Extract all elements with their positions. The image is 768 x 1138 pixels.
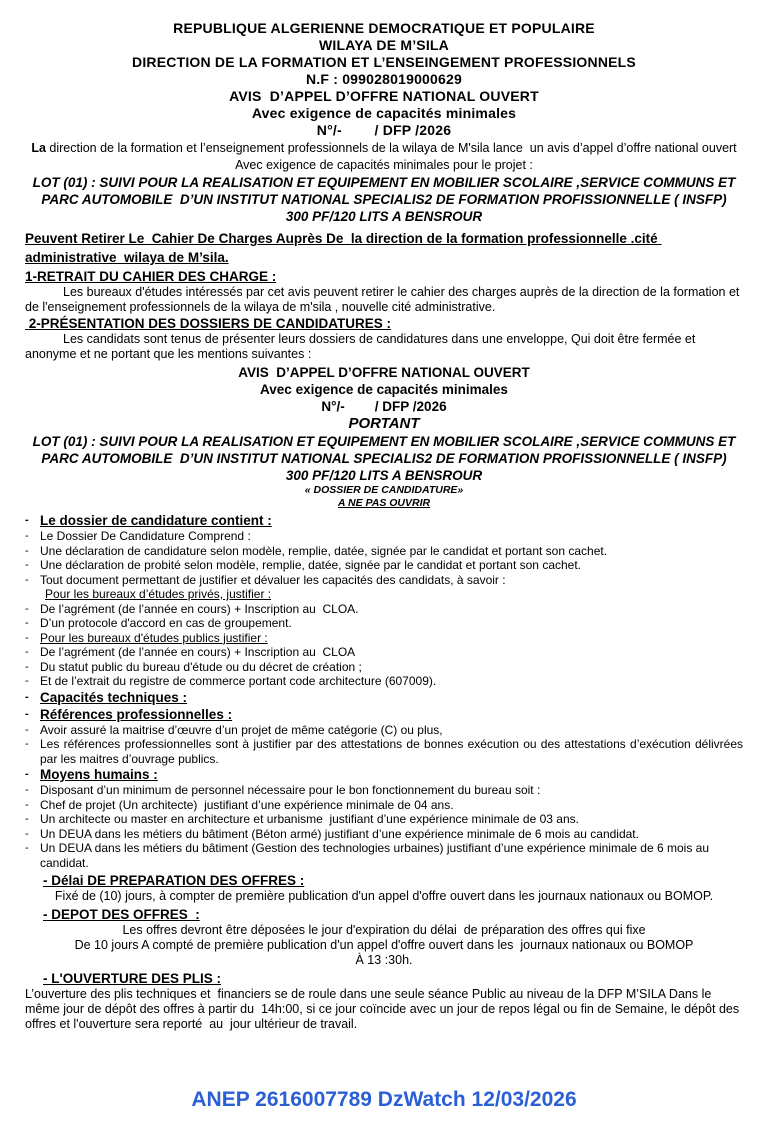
moyens-humains-heading: - Moyens humains :	[25, 767, 158, 782]
list-item: - Un DEUA dans les métiers du bâtiment (Gestion des technologies urbaines) justifiant d’une expérience minimale de 6 mois au candidat.	[25, 841, 713, 870]
depot-offres-line-2: De 10 jours A compté de première publication d'un appel d'offre ouvert dans les journaux nationaux ou BOMOP	[74, 938, 694, 952]
list-item: - Du statut public du bureau d'étude ou du décret de création ;	[25, 659, 362, 674]
envelope-capacites-subtitle: Avec exigence de capacités minimales	[260, 382, 508, 397]
dash-bullet: -	[25, 842, 29, 854]
lot-description: LOT (01) : SUIVI POUR LA REALISATION ET EQUIPEMENT EN MOBILIER SCOLAIRE ,SERVICE COMMUNS ET PARC AUTOMOBILE D’UN INSTITUT NATIONAL SPECIALIS2 DE FORMATION PROFISSIONNELLE ( INSFP)	[32, 175, 740, 207]
ouverture-plis-heading: - L'OUVERTURE DES PLIS :	[43, 971, 221, 986]
dash-bullet: -	[25, 660, 29, 673]
list-item: - Et de l’extrait du registre de commerce portant code architecture (607009).	[25, 674, 437, 688]
capacites-techniques-heading: - Capacités techniques :	[25, 689, 188, 705]
list-item: - Un architecte ou master en architecture et urbanisme justifiant d’une expérience minimale de 03 ans.	[25, 812, 579, 826]
ouverture-plis-body: L’ouverture des plis techniques et financiers se de roule dans une seule séance Public au niveau de la DFP M’SILA Dans le même jour de dépôt des offres à partir du 14h:00, si ce jour coïncide avec un jour de repos légal ou fin de Semaine, le dépôt des offres et l'ouverture sera reporté au jour ultérieur de travail.	[25, 987, 743, 1031]
intro-paragraph	[25, 140, 743, 174]
envelope-portant-label: PORTANT	[348, 415, 420, 432]
envelope-avis-title: AVIS D’APPEL D’OFFRE NATIONAL OUVERT	[238, 365, 530, 380]
dash-bullet: -	[25, 723, 29, 736]
dash-bullet: -	[25, 675, 29, 687]
dash-bullet: -	[25, 559, 29, 571]
delai-preparation-body: Fixé de (10) jours, à compter de première publication d'un appel d'offre ouvert dans les journaux nationaux ou BOMOP.	[54, 889, 714, 903]
header-reference-number: N°/- / DFP /2026	[316, 122, 452, 138]
header-capacites-subtitle: Avec exigence de capacités minimales	[251, 105, 517, 121]
dash-bullet: -	[25, 530, 29, 542]
envelope-mentions-block	[25, 364, 743, 510]
delai-preparation-heading: - Délai DE PREPARATION DES OFFRES :	[43, 873, 305, 888]
dash-bullet: -	[25, 738, 29, 750]
header-wilaya-line: WILAYA DE M’SILA	[319, 37, 449, 53]
dash-bullet: -	[25, 798, 29, 811]
list-item: - De l’agrément (de l’année en cours) + Inscription au CLOA.	[25, 601, 359, 616]
dash-bullet: -	[25, 646, 29, 658]
withdraw-notice: Peuvent Retirer Le Cahier De Charges Auprès De la direction de la formation professionnelle .cité administrative wilaya de M’sila.	[25, 231, 662, 265]
dash-bullet: -	[25, 768, 29, 780]
depot-offres-time: À 13 :30h.	[355, 953, 413, 967]
dash-bullet: -	[25, 573, 29, 586]
dash-bullet: -	[25, 690, 29, 703]
header-nf-number: N.F : 099028019000629	[306, 71, 462, 87]
depot-offres-line-1: Les offres devront être déposées le jour d'expiration du délai de préparation des offres qui fixe	[122, 923, 646, 937]
header-avis-title: AVIS D’APPEL D’OFFRE NATIONAL OUVERT	[229, 88, 539, 104]
envelope-lot-capacity-line: 300 PF/120 LITS A BENSROUR	[285, 468, 483, 483]
list-item: - Avoir assuré la maitrise d’œuvre d’un projet de même catégorie (C) ou plus,	[25, 722, 443, 737]
section-1-heading: 1-RETRAIT DU CAHIER DES CHARGE :	[25, 269, 277, 284]
list-subheading-private-offices: Pour les bureaux d’études privés, justifier :	[45, 587, 272, 601]
header-direction-line: DIRECTION DE LA FORMATION ET L’ENSEINGEMENT PROFESSIONNELS	[132, 54, 636, 70]
section-2-heading: 2-PRÉSENTATION DES DOSSIERS DE CANDIDATURES :	[25, 316, 392, 331]
section-1-body: Les bureaux d'études intéressés par cet avis peuvent retirer le cahier des charges auprès de la direction de la formation et de l'enseignement professionnels de la wilaya de m'sila , nouvelle cité administrative.	[25, 285, 743, 314]
envelope-dossier-label: « DOSSIER DE CANDIDATURE»	[304, 484, 464, 496]
header-republic-line: REPUBLIQUE ALGERIENNE DEMOCRATIQUE ET POPULAIRE	[173, 20, 595, 36]
dash-bullet: -	[25, 707, 29, 720]
anep-publication-footer: ANEP 2616007789 DzWatch 12/03/2026	[191, 1088, 577, 1111]
dash-bullet: -	[25, 544, 29, 557]
list-item: - Les références professionnelles sont à justifier par des attestations de bonnes exécution ou des attestations d’exécution délivrées par les maitres d’ouvrage publics.	[25, 737, 743, 766]
dash-bullet: -	[25, 631, 29, 644]
dash-bullet: -	[25, 514, 29, 526]
list-item: - Le Dossier De Candidature Comprend :	[25, 529, 251, 543]
section-2-body: Les candidats sont tenus de présenter leurs dossiers de candidatures dans une enveloppe, Qui doit être fermée et anonyme et ne portant que les mentions suivantes :	[25, 332, 699, 361]
depot-offres-heading: - DEPOT DES OFFRES :	[43, 907, 200, 922]
references-professionnelles-heading: - Références professionnelles :	[25, 706, 233, 722]
dash-bullet: -	[25, 784, 29, 796]
list-item: - Une déclaration de candidature selon modèle, remplie, datée, signée par le candidat et portant son cachet.	[25, 543, 608, 558]
dash-bullet: -	[25, 602, 29, 615]
list-item: - Chef de projet (Un architecte) justifiant d’une expérience minimale de 04 ans.	[25, 797, 454, 812]
list-item: - Disposant d’un minimum de personnel nécessaire pour le bon fonctionnement du bureau soit :	[25, 783, 541, 797]
list-item: - Une déclaration de probité selon modèle, remplie, datée, signée par le candidat et portant son cachet.	[25, 558, 582, 572]
lot-capacity-line: 300 PF/120 LITS A BENSROUR	[285, 209, 483, 224]
dossier-list	[25, 512, 743, 870]
dash-bullet: -	[25, 827, 29, 840]
intro-lead: La	[31, 141, 46, 155]
envelope-do-not-open-warning: A NE PAS OUVRIR	[337, 497, 431, 509]
dossier-list-heading: - Le dossier de candidature contient :	[25, 513, 272, 528]
list-item: - D’un protocole d'accord en cas de groupement.	[25, 616, 292, 630]
list-subheading-public-offices: - Pour les bureaux d'études publics justifier :	[25, 630, 268, 645]
dash-bullet: -	[25, 813, 29, 825]
intro-text: direction de la formation et l’enseignement professionnels de la wilaya de M'sila lance un avis d’appel d’offre national ouvert Avec exigence de capacités minimales pour le projet :	[45, 141, 744, 172]
list-item: - Tout document permettant de justifier et dévaluer les capacités des candidats, à savoir :	[25, 572, 506, 587]
envelope-reference-number: N°/- / DFP /2026	[321, 399, 447, 414]
list-item: - Un DEUA dans les métiers du bâtiment (Béton armé) justifiant d’une expérience minimale de 6 mois au candidat.	[25, 826, 639, 841]
list-item: - De l’agrément (de l’année en cours) + Inscription au CLOA	[25, 645, 356, 659]
dash-bullet: -	[25, 617, 29, 629]
envelope-lot-description: LOT (01) : SUIVI POUR LA REALISATION ET EQUIPEMENT EN MOBILIER SCOLAIRE ,SERVICE COMMUNS ET PARC AUTOMOBILE D’UN INSTITUT NATIONAL SPECIALIS2 DE FORMATION PROFISSIONNELLE ( INSFP)	[32, 434, 740, 466]
